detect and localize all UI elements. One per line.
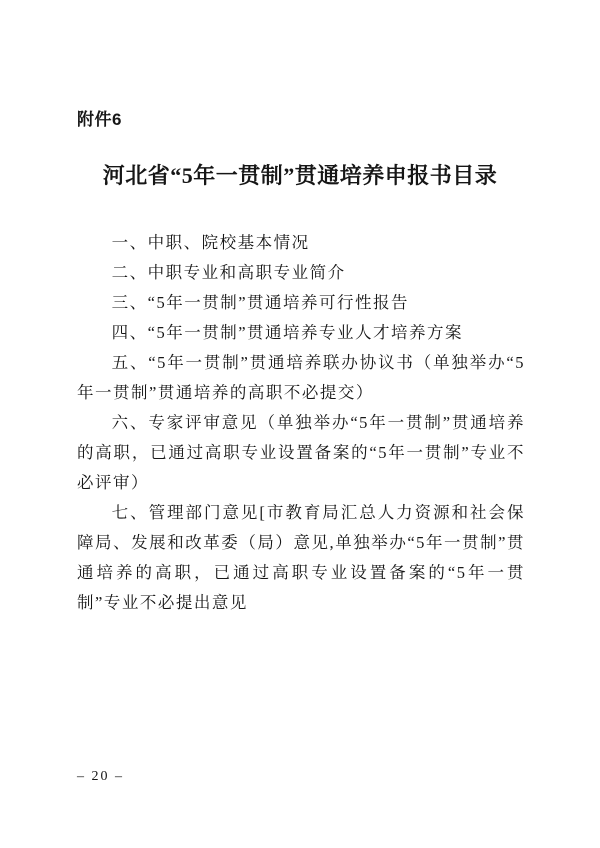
toc-item: 四、“5年一贯制”贯通培养专业人才培养方案 [111, 323, 464, 342]
toc-item: 七、管理部门意见[市教育局汇总人力资源和社会保障局、发展和改革委（局）意见,单独举办“5年一贯制”贯通培养的高职，已通过高职专业设置备案的“5年一贯制”专业不必提出意见 [77, 503, 525, 612]
toc-list [77, 228, 525, 618]
toc-item: 五、“5年一贯制”贯通培养联办协议书（单独举办“5年一贯制”贯通培养的高职不必提交） [77, 353, 525, 402]
toc-item: 一、中职、院校基本情况 [111, 233, 310, 252]
page-title: 河北省“5年一贯制”贯通培养申报书目录 [102, 163, 498, 188]
toc-item: 二、中职专业和高职专业简介 [111, 263, 346, 282]
toc-item: 六、专家评审意见（单独举办“5年一贯制”贯通培养的高职，已通过高职专业设置备案的“5年一贯制”专业不必评审） [77, 413, 525, 492]
page-number: – 20 – [77, 769, 124, 784]
toc-item: 三、“5年一贯制”贯通培养可行性报告 [111, 293, 410, 312]
attachment-label: 附件6 [77, 110, 122, 129]
